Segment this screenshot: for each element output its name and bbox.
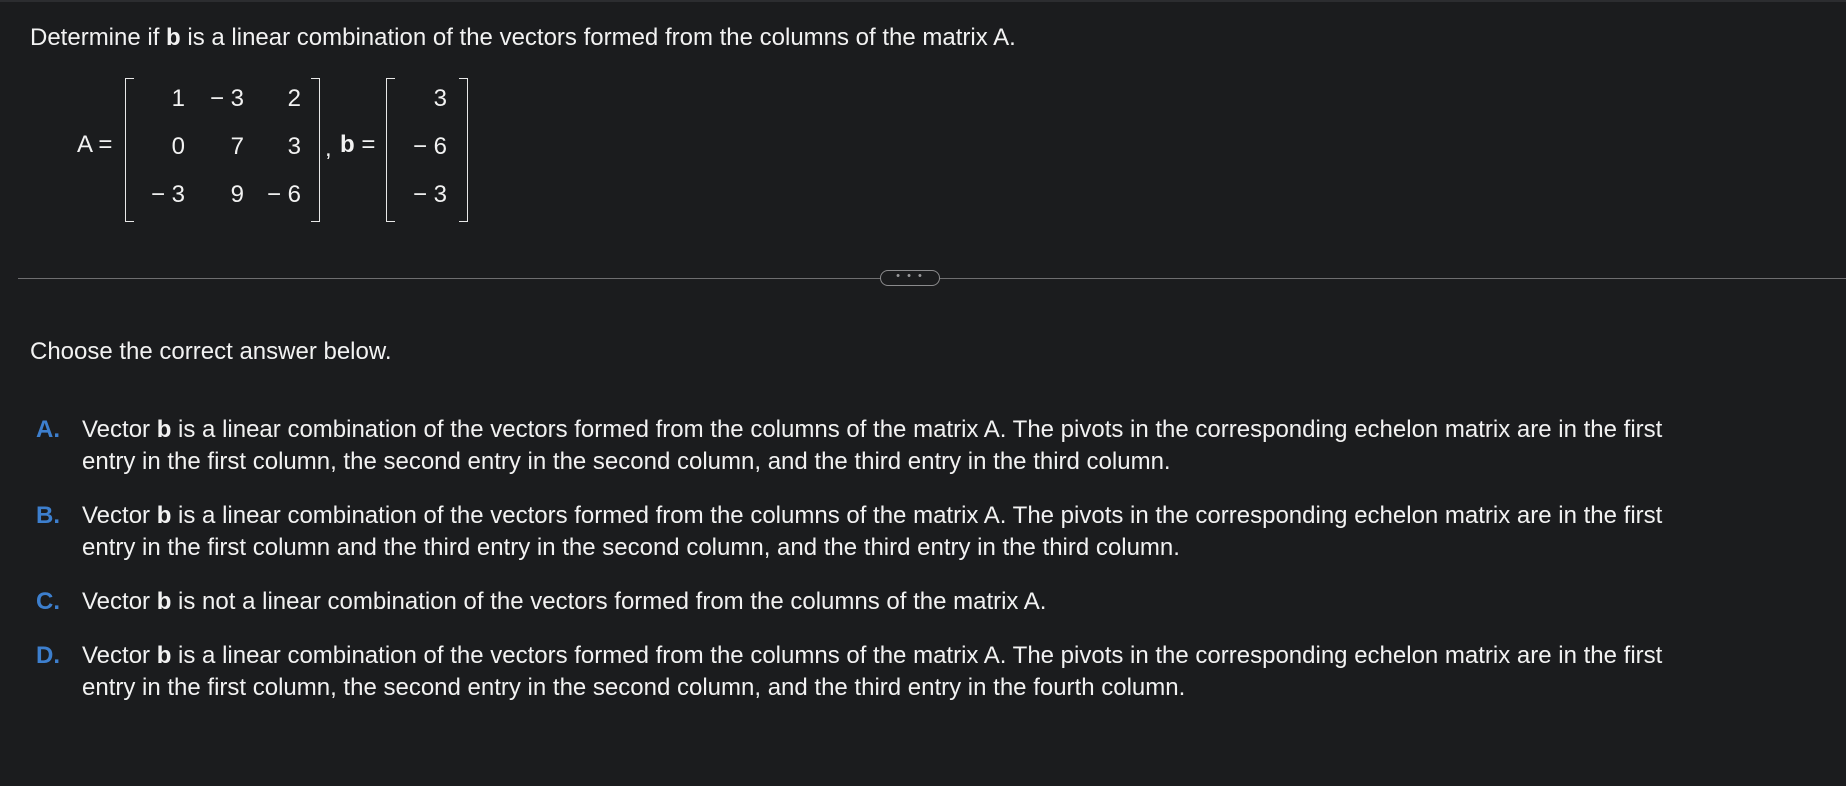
vector-b-right-bracket [459,78,468,222]
expand-handle-button[interactable]: • • • [880,270,940,286]
option-bold-b: b [156,502,172,529]
vector-b-cell: − 6 [412,133,447,160]
option-bold-b: b [156,588,172,615]
answer-instruction: Choose the correct answer below. [30,338,392,365]
matrix-a-cell: − 6 [266,181,301,208]
question-pre: Determine if [30,24,167,51]
matrix-a-cell: 2 [287,85,301,112]
option-line-2: entry in the first column, the second entry in the second column, and the third entry in the third column. [82,448,1171,475]
option-text [82,586,1832,618]
matrix-equation [0,70,600,230]
option-line1: is a linear combination of the vectors formed from the columns of the matrix A. The pivots in the corresponding echelon matrix are in the first [171,502,1663,529]
option-line-2: entry in the first column and the third entry in the second column, and the third entry in the third column. [82,534,1180,561]
option-text [82,500,1832,564]
option-text [82,640,1832,704]
matrix-separator: , [325,135,332,162]
vector-b-label-bold: b [340,131,355,158]
vector-b-label-eq: = [361,131,376,158]
option-line-1 [82,586,1832,618]
question-bold-b: b [166,24,181,51]
matrix-a-cell: − 3 [150,181,185,208]
vector-b-label [340,130,375,160]
option-text [82,414,1832,478]
matrix-a-right-bracket [311,78,320,222]
option-pre: Vector [82,588,157,615]
option-line1: is not a linear combination of the vectors formed from the columns of the matrix A. [171,588,1047,615]
vector-b-cell: − 3 [412,181,447,208]
matrix-a-cell: 3 [287,133,301,160]
question-post: is a linear combination of the vectors formed from the columns of the matrix A. [180,24,1016,51]
option-pre: Vector [82,416,157,443]
option-pre: Vector [82,642,157,669]
matrix-a-cell: 0 [171,133,185,160]
option-bold-b: b [156,642,172,669]
matrix-a-cell: 9 [230,181,244,208]
matrix-a-cell: − 3 [209,85,244,112]
vector-b-cell: 3 [433,85,447,112]
option-line-1 [82,500,1832,532]
option-letter: A. [36,416,60,443]
option-bold-b: b [156,416,172,443]
question-text [30,22,1016,54]
option-line-1 [82,414,1832,446]
matrix-a-cell: 7 [230,133,244,160]
top-border [0,0,1846,2]
option-letter: B. [36,502,60,529]
option-line1: is a linear combination of the vectors formed from the columns of the matrix A. The pivots in the corresponding echelon matrix are in the first [171,642,1663,669]
option-line-2: entry in the first column, the second entry in the second column, and the third entry in the fourth column. [82,674,1186,701]
option-line1: is a linear combination of the vectors formed from the columns of the matrix A. The pivots in the corresponding echelon matrix are in the first [171,416,1663,443]
option-line-1 [82,640,1832,672]
option-letter: C. [36,588,60,615]
matrix-a-cell: 1 [171,85,185,112]
option-letter: D. [36,642,60,669]
option-pre: Vector [82,502,157,529]
matrix-a-label: A = [77,131,113,158]
